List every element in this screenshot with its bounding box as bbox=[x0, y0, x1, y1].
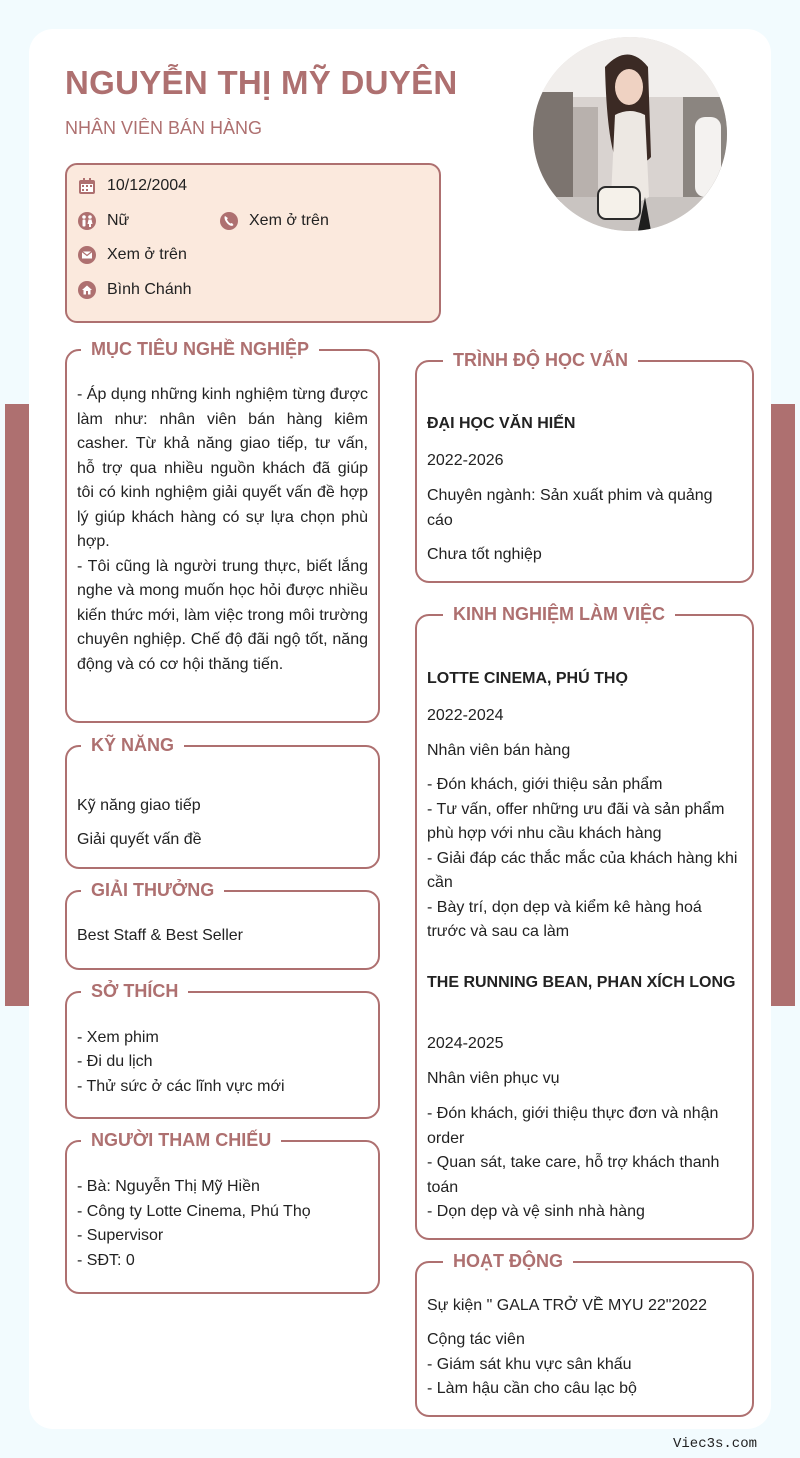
activities-title: HOẠT ĐỘNG bbox=[443, 1249, 573, 1273]
reference-item: - Bà: Nguyễn Thị Mỹ Hiền bbox=[77, 1178, 260, 1195]
experience-title: KINH NGHIỆM LÀM VIỆC bbox=[443, 602, 675, 626]
job-years: 2022-2024 bbox=[427, 707, 504, 724]
email-icon bbox=[77, 245, 97, 265]
skills-section bbox=[65, 735, 380, 869]
skill-item: Giải quyết vấn đề bbox=[77, 831, 202, 848]
email-value: Xem ở trên bbox=[107, 246, 187, 263]
phone-row bbox=[219, 211, 329, 231]
references-title: NGƯỜI THAM CHIẾU bbox=[81, 1128, 281, 1152]
gender-value: Nữ bbox=[107, 212, 130, 229]
candidate-position: NHÂN VIÊN BÁN HÀNG bbox=[65, 118, 263, 138]
job-company: LOTTE CINEMA, PHÚ THỌ bbox=[427, 670, 628, 687]
objective-title: MỤC TIÊU NGHỀ NGHIỆP bbox=[81, 337, 319, 361]
activity-details: Cộng tác viên - Giám sát khu vực sân khấu - Làm hậu cần cho câu lạc bộ bbox=[427, 1331, 637, 1397]
right-accent-band bbox=[771, 404, 795, 1006]
email-row bbox=[77, 245, 187, 265]
job-details: - Đón khách, giới thiệu thực đơn và nhận order - Quan sát, take care, hỗ trợ khách thanh toán - Dọn dẹp và vệ sinh nhà hàng bbox=[427, 1105, 720, 1220]
site-watermark: Viec3s.com bbox=[673, 1436, 758, 1452]
skill-item: Kỹ năng giao tiếp bbox=[77, 797, 201, 814]
job-role: Nhân viên bán hàng bbox=[427, 742, 571, 759]
awards-text: Best Staff & Best Seller bbox=[77, 927, 244, 944]
hobby-item: - Xem phim bbox=[77, 1029, 159, 1046]
job-role: Nhân viên phục vụ bbox=[427, 1070, 560, 1087]
awards-title: GIẢI THƯỞNG bbox=[81, 878, 224, 902]
education-status: Chưa tốt nghiệp bbox=[427, 546, 542, 563]
reference-item: - Công ty Lotte Cinema, Phú Thọ bbox=[77, 1203, 311, 1220]
activities-section bbox=[415, 1251, 754, 1417]
objective-section bbox=[65, 339, 380, 723]
education-section bbox=[415, 350, 754, 583]
left-accent-band bbox=[5, 404, 29, 1006]
job-details: - Đón khách, giới thiệu sản phẩm - Tư vấn, offer những ưu đãi và sản phẩm phù hợp với nhu cầu khách hàng - Giải đáp các thắc mắc của khách hàng khi cần - Bày trí, dọn dẹp và kiểm kê hàng hoá trước và sau ca làm bbox=[427, 776, 738, 940]
gender-icon bbox=[77, 211, 97, 231]
birthday-value: 10/12/2004 bbox=[107, 177, 188, 194]
objective-text: - Áp dụng những kinh nghiệm từng được làm như: nhân viên bán hàng kiêm casher. Từ khả năng giao tiếp, tư vấn, hỗ trợ qua nhiều nguồn khách đã giúp tôi có kinh nghiệm giải quyết vấn đề hợp lý giúp khách hàng có sự lựa chọn phù hợp. - Tôi cũng là người trung thực, biết lắng nghe và mong muốn học hỏi được nhiều kiến thức mới, làm việc trong môi trường chuyên nghiệp. Chế độ đãi ngộ tốt, năng động và có cơ hội thăng tiến. bbox=[77, 386, 368, 673]
awards-section bbox=[65, 880, 380, 970]
birthday-row bbox=[77, 176, 187, 196]
experience-section bbox=[415, 604, 754, 1240]
job-years: 2024-2025 bbox=[427, 1035, 504, 1052]
reference-item: - SĐT: 0 bbox=[77, 1252, 135, 1269]
address-value: Bình Chánh bbox=[107, 281, 192, 298]
hobbies-section bbox=[65, 981, 380, 1119]
education-title: TRÌNH ĐỘ HỌC VẤN bbox=[443, 348, 638, 372]
references-section bbox=[65, 1130, 380, 1294]
hobby-item: - Đi du lịch bbox=[77, 1053, 153, 1070]
address-row bbox=[77, 280, 192, 300]
activity-event: Sự kiện " GALA TRỞ VỀ MYU 22"2022 bbox=[427, 1297, 708, 1314]
phone-value: Xem ở trên bbox=[249, 212, 329, 229]
hobby-item: - Thử sức ở các lĩnh vực mới bbox=[77, 1078, 285, 1095]
calendar-icon bbox=[77, 176, 97, 196]
education-major: Chuyên ngành: Sản xuất phim và quảng cáo bbox=[427, 487, 713, 529]
candidate-name: NGUYỄN THỊ MỸ DUYÊN bbox=[65, 64, 458, 101]
school-name: ĐẠI HỌC VĂN HIẾN bbox=[427, 415, 576, 432]
job-company: THE RUNNING BEAN, PHAN XÍCH LONG bbox=[427, 974, 736, 991]
phone-icon bbox=[219, 211, 239, 231]
home-icon bbox=[77, 280, 97, 300]
hobbies-title: SỞ THÍCH bbox=[81, 979, 188, 1003]
gender-row bbox=[77, 211, 129, 231]
education-years: 2022-2026 bbox=[427, 452, 504, 469]
skills-title: KỸ NĂNG bbox=[81, 733, 184, 757]
reference-item: - Supervisor bbox=[77, 1227, 164, 1244]
profile-photo bbox=[533, 37, 727, 231]
